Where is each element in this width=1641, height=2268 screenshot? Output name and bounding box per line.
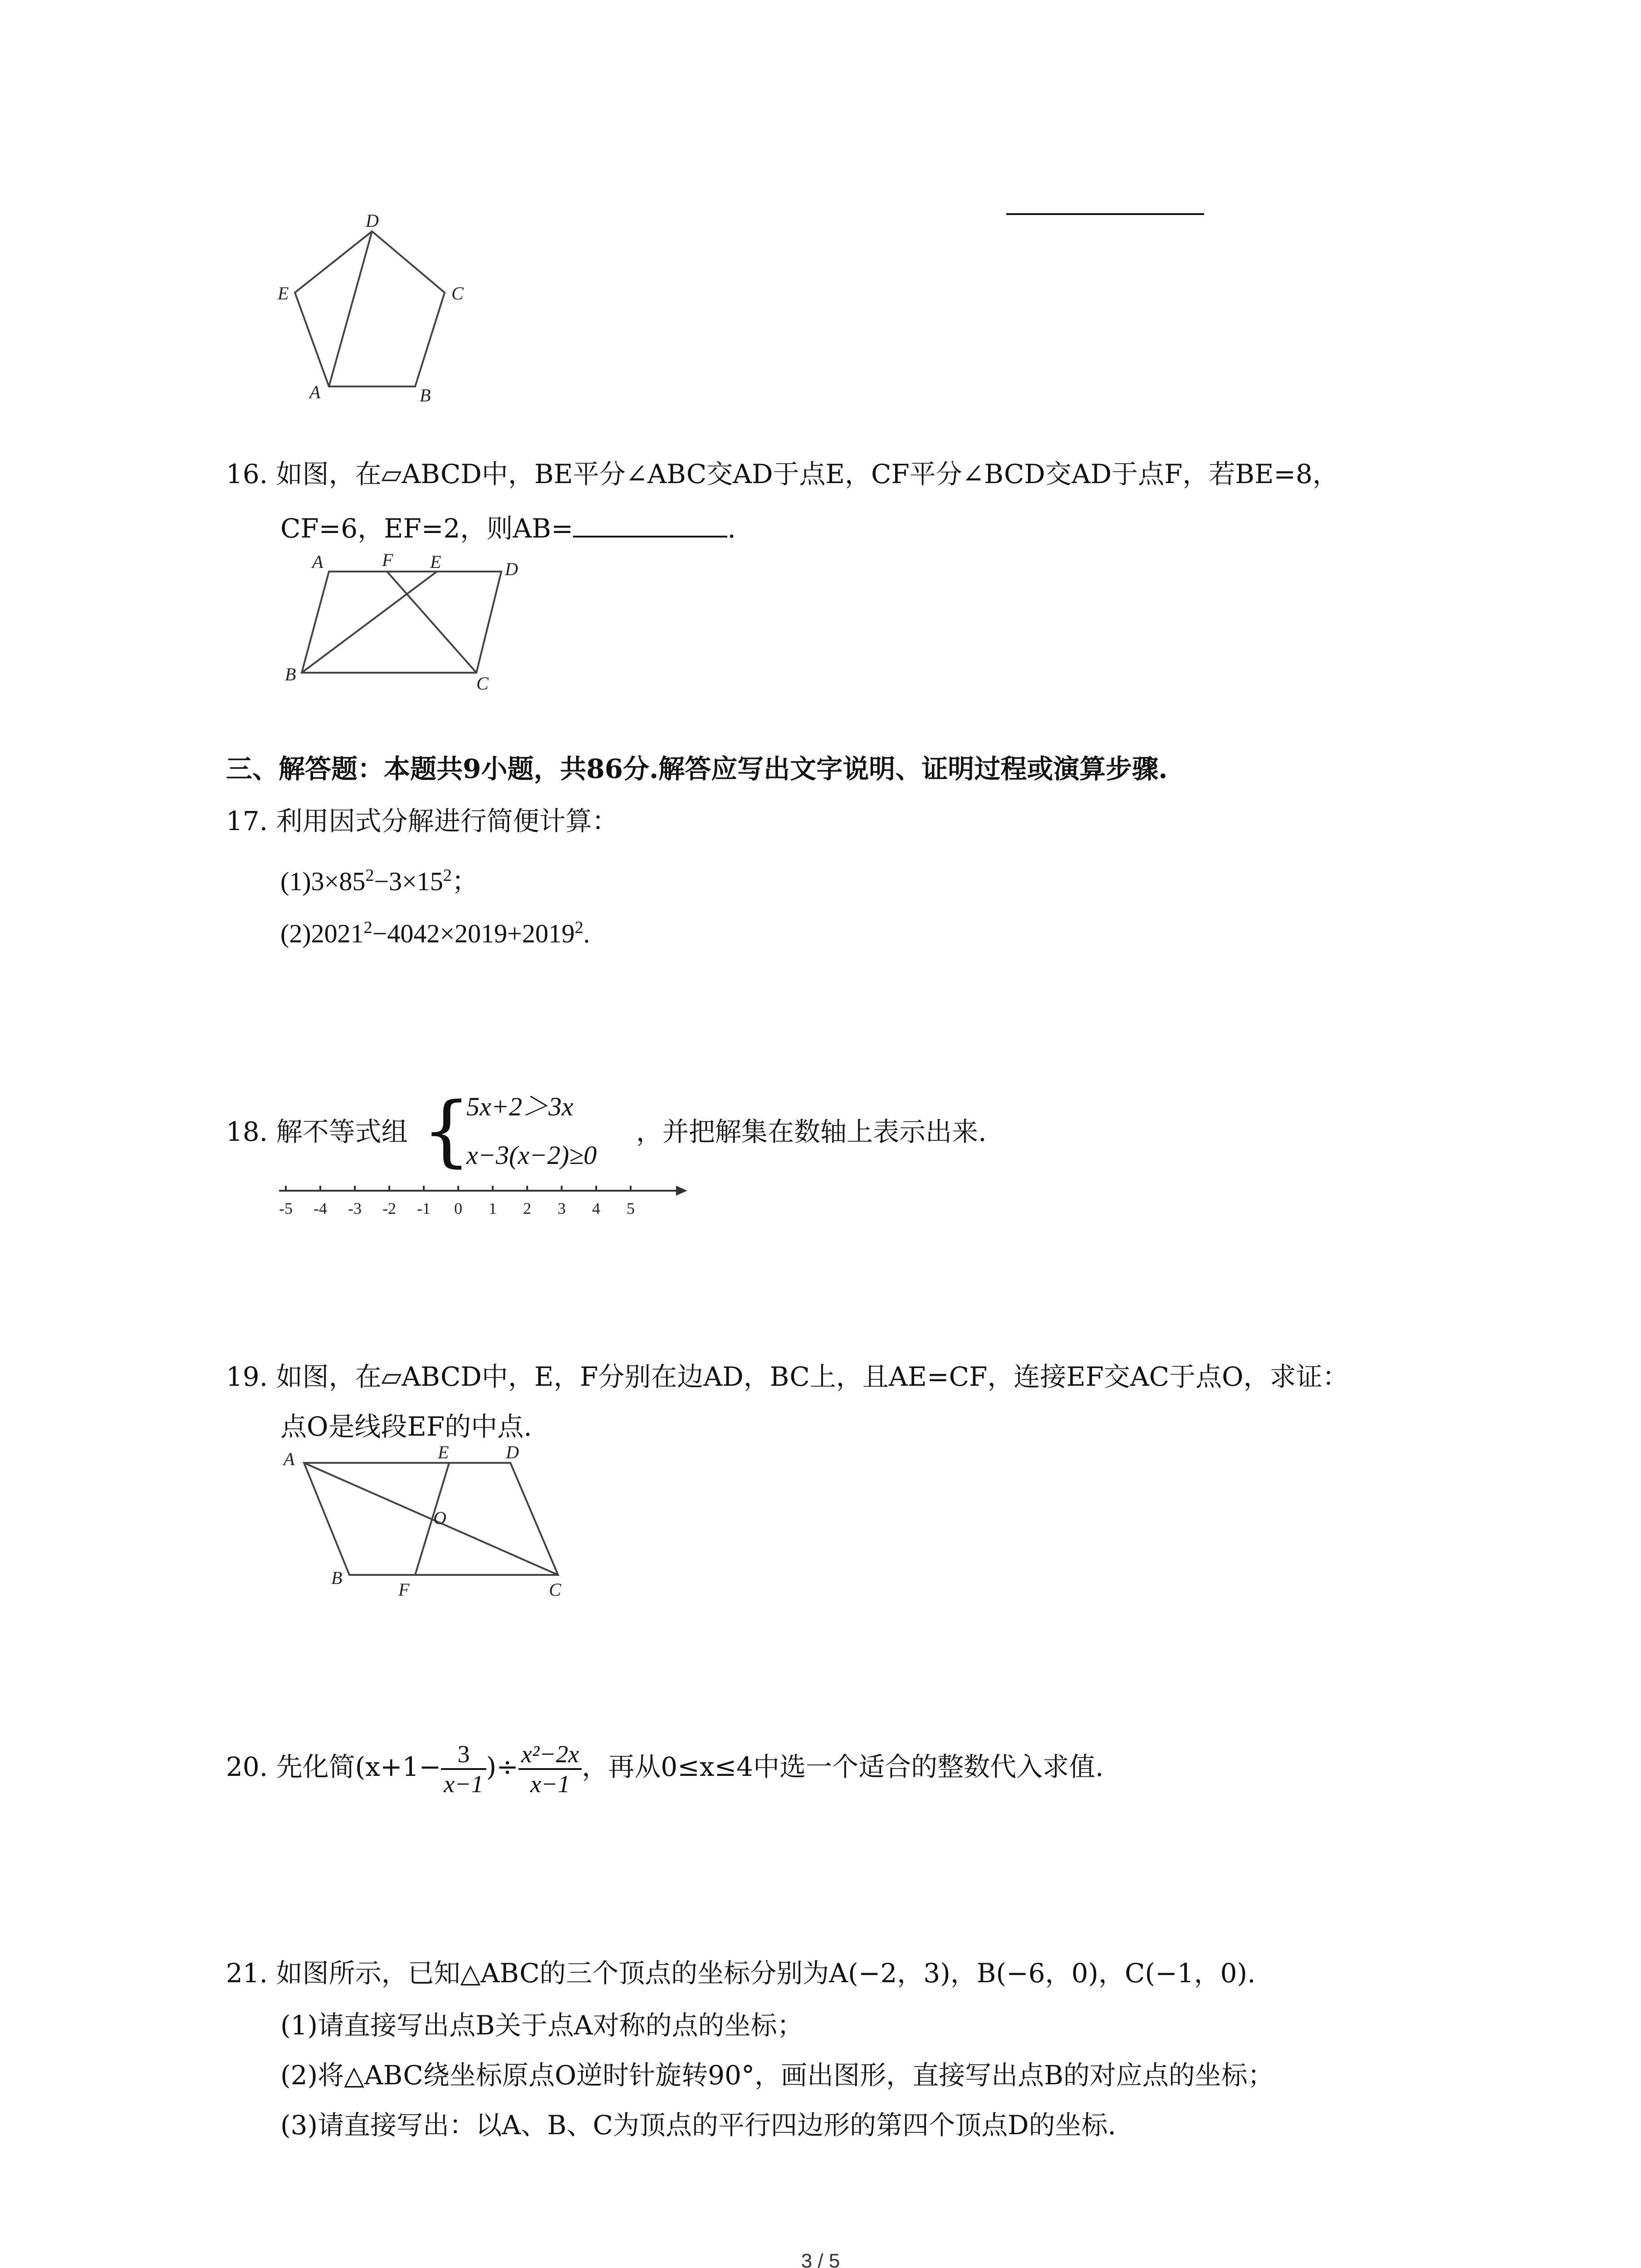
q17-p2-exp2: 2 — [574, 918, 583, 937]
q16-label-b: B — [285, 664, 296, 684]
q20-pre: 20. 先化简(x+1− — [226, 1751, 441, 1782]
number-line-tick-label: 1 — [489, 1199, 497, 1217]
q18-ineq1: 5x+2＞3x — [466, 1092, 573, 1121]
answer-blank-top — [1006, 213, 1204, 215]
q20-frac2-num: x²−2x — [519, 1740, 582, 1770]
q19-label-b: B — [331, 1568, 343, 1588]
q17-p1-exp2: 2 — [443, 866, 452, 885]
section-3-heading: 三、解答题：本题共9小题，共86分.解答应写出文字说明、证明过程或演算步骤. — [226, 753, 1168, 784]
q18-post: ，并把解集在数轴上表示出来. — [636, 1116, 987, 1147]
pentagon-figure — [272, 209, 481, 408]
q17-p1-c: −3×15 — [374, 866, 443, 896]
q16-answer-blank — [573, 510, 727, 538]
q19-label-o: O — [433, 1508, 446, 1528]
q19-label-e: E — [438, 1442, 449, 1462]
q17-part2 — [280, 912, 590, 949]
q17-p1-a: (1)3×85 — [280, 866, 366, 896]
q19-line1: 19. 如图，在▱ABCD中，E，F分别在边AD，BC上，且AE=CF，连接EF交AC于点O，求证： — [226, 1361, 1349, 1392]
q19-label-f: F — [398, 1579, 410, 1600]
q16-line2 — [280, 510, 736, 544]
q17-p2-c: −4042×2019+2019 — [372, 919, 575, 948]
pentagon-label-b: B — [420, 385, 431, 406]
q20-frac2 — [519, 1740, 582, 1798]
q19-label-d: D — [506, 1442, 519, 1462]
number-line-tick-label: 4 — [592, 1199, 600, 1217]
q16-label-c: C — [476, 673, 489, 694]
q19-figure — [277, 1442, 585, 1610]
q20-frac1-num: 3 — [441, 1740, 486, 1770]
q19-label-a: A — [284, 1449, 295, 1469]
q20-frac2-den: x−1 — [530, 1770, 570, 1798]
q20-frac1-den: x−1 — [444, 1770, 484, 1798]
q19-label-c: C — [549, 1579, 561, 1600]
number-line-tick-label: 2 — [523, 1199, 531, 1217]
number-line-tick-label: 5 — [627, 1199, 635, 1217]
q18-ineq2: x−3(x−2)≥0 — [466, 1140, 597, 1170]
number-line-tick-label: 3 — [558, 1199, 566, 1217]
pentagon-label-d: D — [366, 210, 379, 231]
q19-line2: 点O是线段EF的中点. — [280, 1411, 532, 1442]
q18-pre: 18. 解不等式组 — [226, 1116, 408, 1147]
q17-part1 — [280, 860, 478, 897]
q16-figure — [277, 549, 531, 699]
pentagon-label-c: C — [451, 283, 464, 303]
q16-line2-end: . — [727, 513, 736, 544]
number-line-tick-label: 0 — [454, 1199, 462, 1217]
q20-frac1 — [441, 1740, 486, 1798]
q16-label-d: D — [505, 559, 518, 579]
q21-line1: 21. 如图所示，已知△ABC的三个顶点的坐标分别为A(−2，3)，B(−6，0)，C(−1，0). — [226, 1958, 1256, 1989]
q21-line4: (3)请直接写出：以A、B、C为顶点的平行四边形的第四个顶点D的坐标. — [280, 2110, 1116, 2141]
q17-p1-exp1: 2 — [365, 866, 374, 885]
q20-line — [226, 1735, 1104, 1799]
q16-line1: 16. 如图，在▱ABCD中，BE平分∠ABC交AD于点E，CF平分∠BCD交AD于点F，若BE=8， — [226, 459, 1339, 489]
q21-line3: (2)将△ABC绕坐标原点O逆时针旋转90°，画出图形，直接写出点B的对应点的坐标； — [280, 2060, 1274, 2091]
pentagon-label-e: E — [278, 283, 289, 303]
page-number: 3 / 5 — [801, 2250, 840, 2268]
q17-p2-e: . — [583, 919, 590, 948]
q20-mid: )÷ — [486, 1751, 519, 1782]
pentagon-label-a: A — [309, 382, 321, 402]
number-line-tick-label: -2 — [382, 1199, 396, 1217]
q16-label-f: F — [382, 550, 393, 570]
number-line-tick-label: -4 — [314, 1199, 327, 1217]
q18-number-line — [277, 1175, 699, 1225]
number-line-tick-label: -3 — [348, 1199, 362, 1217]
q16-line2-text: CF=6，EF=2，则AB= — [280, 513, 573, 544]
q20-post: ，再从0≤x≤4中选一个适合的整数代入求值. — [582, 1751, 1104, 1782]
q17-p2-a: (2)2021 — [280, 919, 364, 948]
q21-line2: (1)请直接写出点B关于点A对称的点的坐标； — [280, 2010, 803, 2041]
number-line-tick-label: -5 — [279, 1199, 293, 1217]
q17-p2-exp1: 2 — [363, 918, 372, 937]
q18-brace: { — [422, 1086, 471, 1176]
number-line-tick-label: -1 — [417, 1199, 431, 1217]
q16-label-e: E — [430, 552, 441, 572]
q17-p1-e: ； — [451, 866, 478, 896]
q17-stem: 17. 利用因式分解进行简便计算： — [226, 806, 618, 836]
q16-label-a: A — [312, 552, 323, 572]
